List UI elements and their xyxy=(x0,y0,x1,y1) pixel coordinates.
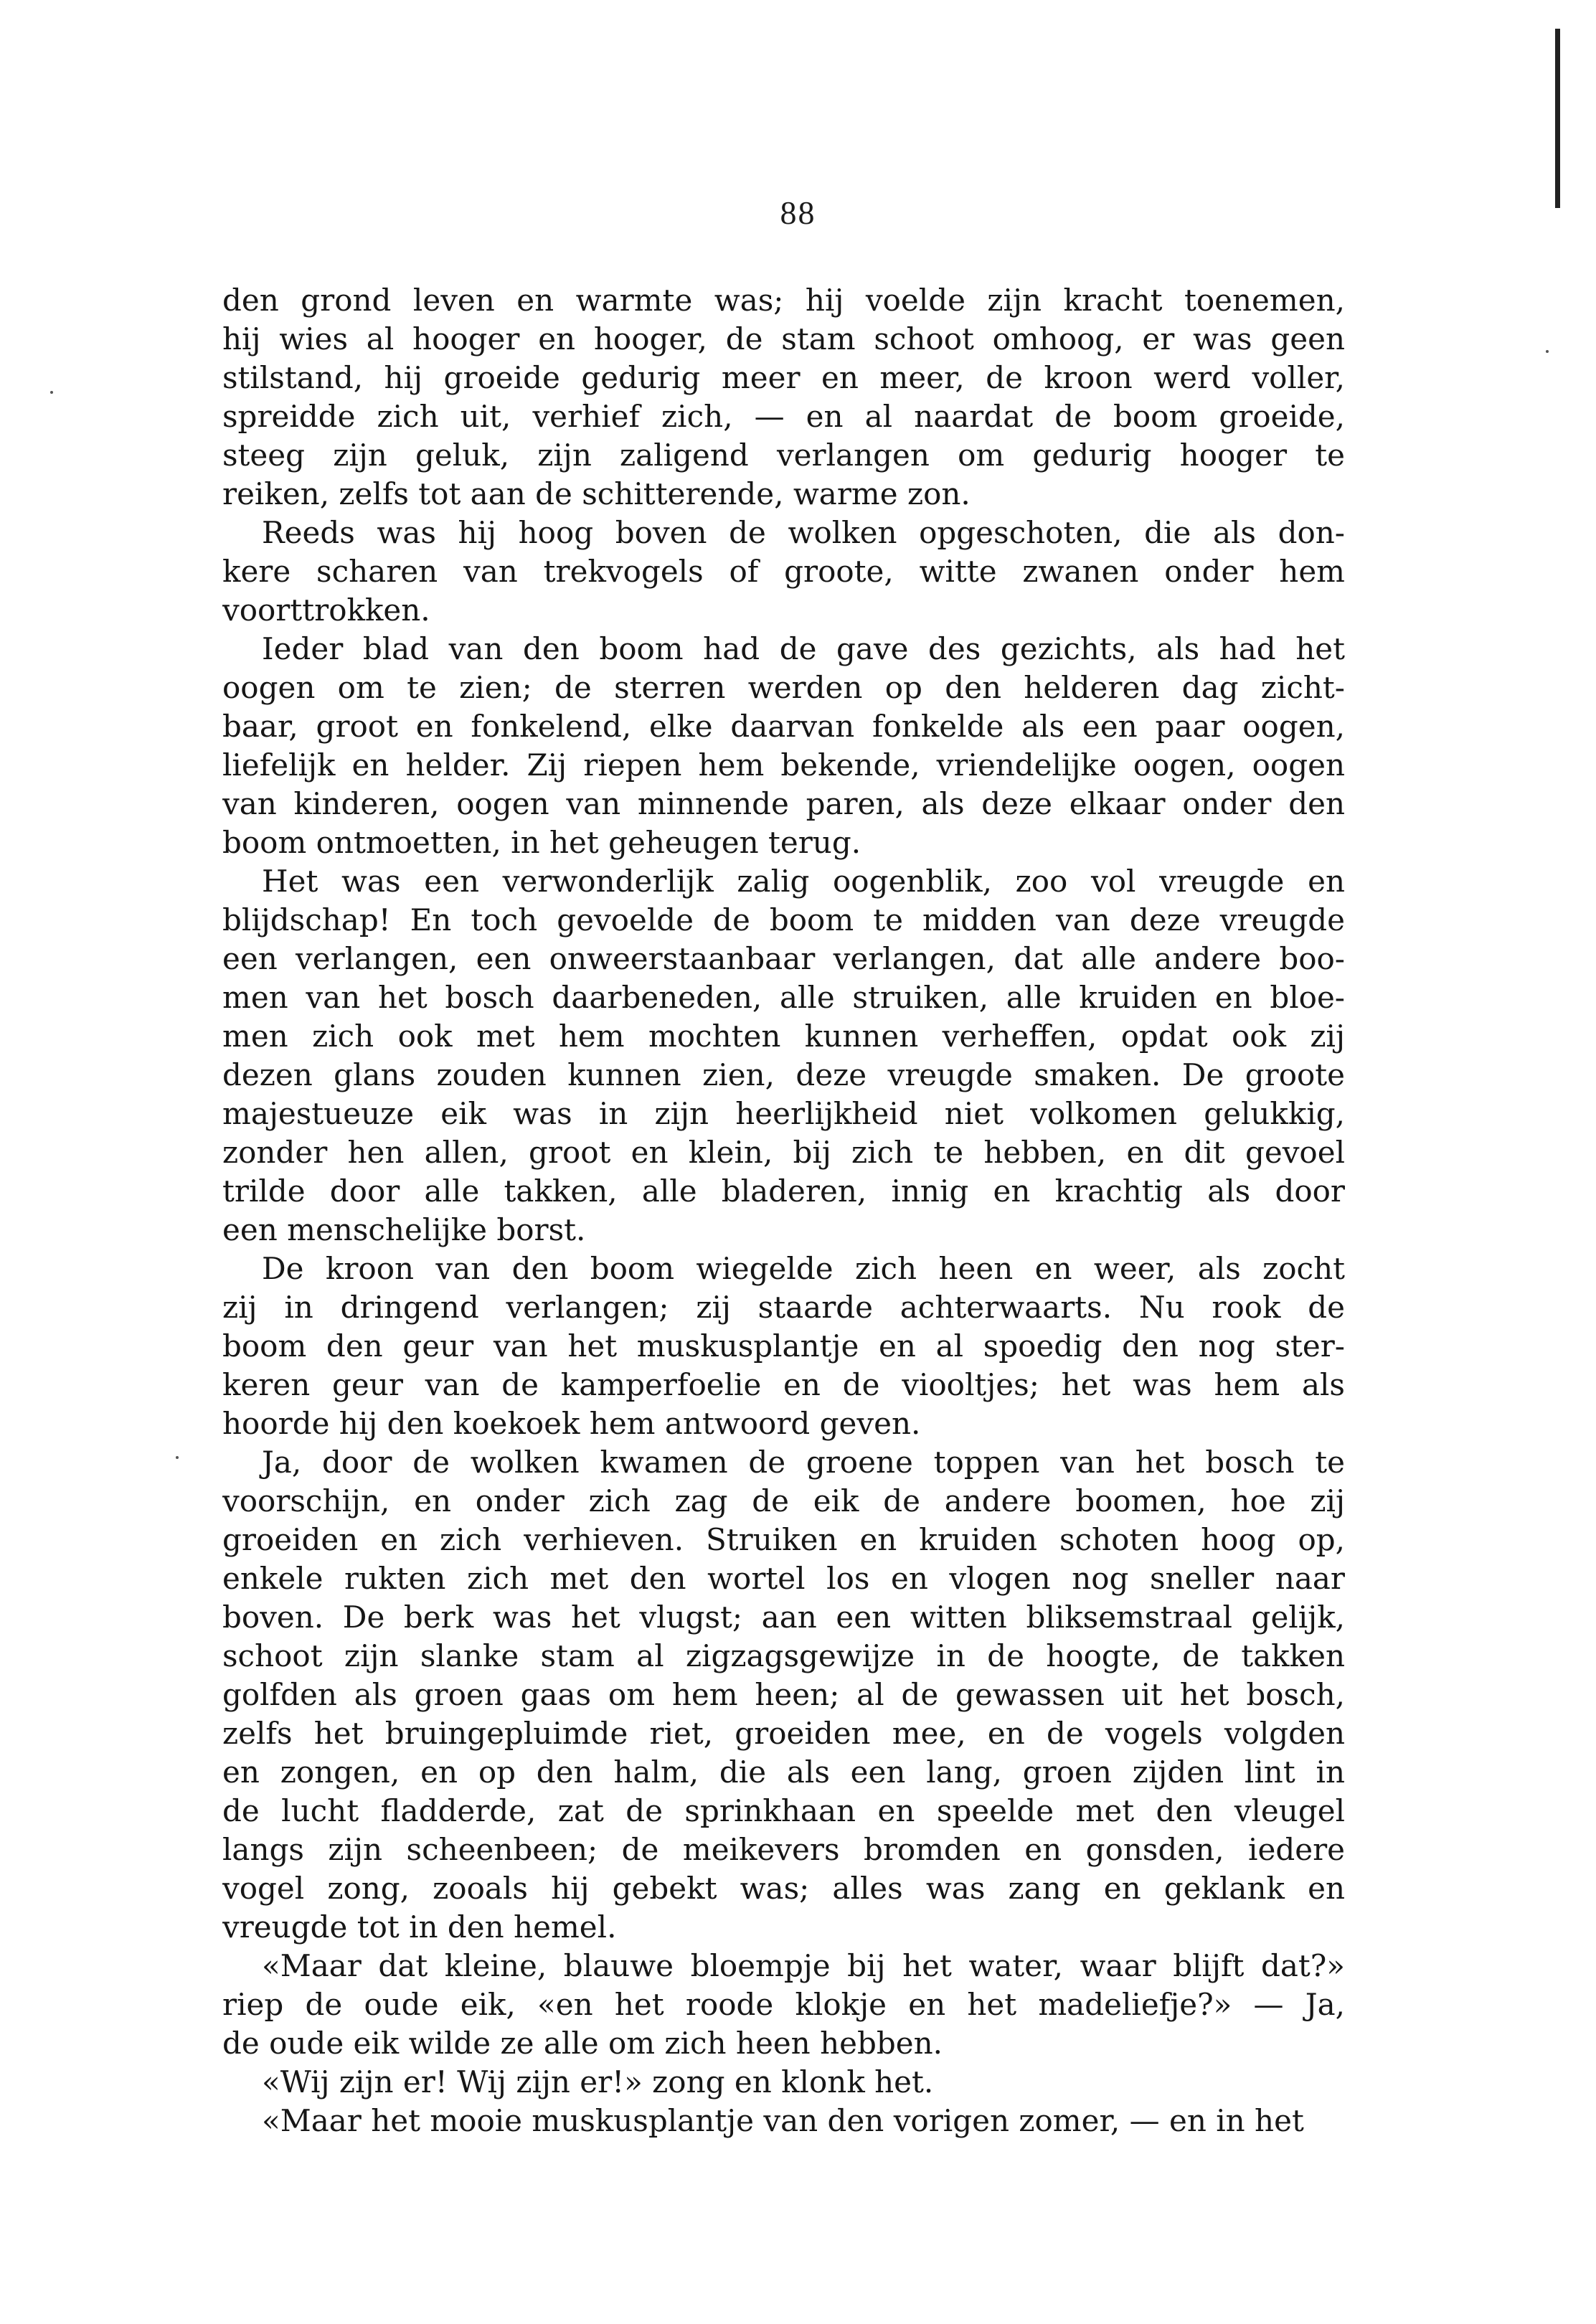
text-line: boven. De berk was het vlugst; aan een witten bliksemstraal gelijk, xyxy=(222,1600,1345,1635)
text-line: keren geur van de kamperfoelie en de viooltjes; het was hem als xyxy=(222,1367,1345,1402)
text-line: den grond leven en warmte was; hij voelde zijn kracht toenemen, xyxy=(222,283,1345,318)
text-line: een menschelijke borst. xyxy=(222,1212,586,1247)
text-line: boom ontmoetten, in het geheugen terug. xyxy=(222,825,861,860)
text-line: spreidde zich uit, verhief zich, — en al naardat de boom groeide, xyxy=(222,399,1345,434)
text-line: Ja, door de wolken kwamen de groene toppen van het bosch te xyxy=(262,1445,1345,1480)
text-line: zelfs het bruingepluimde riet, groeiden mee, en de vogels volgden xyxy=(222,1716,1345,1751)
text-line: vogel zong, zooals hij gebekt was; alles was zang en geklank en xyxy=(222,1871,1345,1906)
text-line: stilstand, hij groeide gedurig meer en meer, de kroon werd voller, xyxy=(222,360,1345,395)
text-line: een verlangen, een onweerstaanbaar verlangen, dat alle andere boo- xyxy=(222,941,1345,976)
text-line: groeiden en zich verhieven. Struiken en kruiden schoten hoog op, xyxy=(222,1522,1345,1557)
paragraph xyxy=(222,1443,1345,1947)
text-line: trilde door alle takken, alle bladeren, innig en krachtig als door xyxy=(222,1173,1345,1209)
text-line: Het was een verwonderlijk zalig oogenblik, zoo vol vreugde en xyxy=(262,864,1345,899)
text-line: kere scharen van trekvogels of groote, witte zwanen onder hem xyxy=(222,554,1345,589)
page-number: 88 xyxy=(780,194,816,231)
text-line: steeg zijn geluk, zijn zaligend verlangen om gedurig hooger te xyxy=(222,438,1345,473)
text-line: golfden als groen gaas om hem heen; al de gewassen uit het bosch, xyxy=(222,1677,1345,1712)
text-line: voorschijn, en onder zich zag de eik de andere boomen, hoe zij xyxy=(222,1483,1345,1518)
text-line: majestueuze eik was in zijn heerlijkheid niet volkomen gelukkig, xyxy=(222,1096,1345,1131)
text-line: langs zijn scheenbeen; de meikevers bromden en gonsden, iedere xyxy=(222,1832,1345,1867)
paragraph xyxy=(222,281,1345,514)
text-line: «Maar dat kleine, blauwe bloempje bij het water, waar blijft dat?» xyxy=(262,1948,1345,1983)
paragraph xyxy=(222,2102,1345,2140)
text-line: boom den geur van het muskusplantje en al spoedig den nog ster- xyxy=(222,1328,1345,1364)
text-line: «Maar het mooie muskusplantje van den vorigen zomer, — en in het xyxy=(262,2103,1304,2138)
text-line: baar, groot en fonkelend, elke daarvan fonkelde als een paar oogen, xyxy=(222,709,1345,744)
text-line: men zich ook met hem mochten kunnen verheffen, opdat ook zij xyxy=(222,1019,1345,1054)
text-line: voorttrokken. xyxy=(222,592,430,628)
text-line: riep de oude eik, «en het roode klokje en het madeliefje?» — Ja, xyxy=(222,1987,1345,2022)
paragraph xyxy=(222,862,1345,1250)
print-speck xyxy=(50,391,53,394)
text-line: de oude eik wilde ze alle om zich heen hebben. xyxy=(222,2026,943,2061)
paragraph xyxy=(222,630,1345,862)
paragraph xyxy=(222,1250,1345,1443)
text-line: van kinderen, oogen van minnende paren, als deze elkaar onder den xyxy=(222,786,1345,821)
text-line: enkele rukten zich met den wortel los en vlogen nog sneller naar xyxy=(222,1561,1345,1596)
paragraph xyxy=(222,2063,1345,2102)
text-line: Reeds was hij hoog boven de wolken opgeschoten, die als don- xyxy=(262,515,1345,550)
text-line: «Wij zijn er! Wij zijn er!» zong en klonk het. xyxy=(262,2064,934,2099)
text-line: zonder hen allen, groot en klein, bij zich te hebben, en dit gevoel xyxy=(222,1135,1345,1170)
text-line: dezen glans zouden kunnen zien, deze vreugde smaken. De groote xyxy=(222,1057,1345,1092)
text-line: vreugde tot in den hemel. xyxy=(222,1909,617,1945)
text-line: zij in dringend verlangen; zij staarde achterwaarts. Nu rook de xyxy=(222,1290,1345,1325)
text-line: en zongen, en op den halm, die als een lang, groen zijden lint in xyxy=(222,1754,1345,1790)
text-line: liefelijk en helder. Zij riepen hem bekende, vriendelijke oogen, oogen xyxy=(222,747,1345,783)
text-line: schoot zijn slanke stam al zigzagsgewijze in de hoogte, de takken xyxy=(222,1638,1345,1673)
body-text xyxy=(222,281,1345,2140)
text-line: men van het bosch daarbeneden, alle struiken, alle kruiden en bloe- xyxy=(222,980,1345,1015)
text-line: De kroon van den boom wiegelde zich heen en weer, als zocht xyxy=(262,1251,1345,1286)
binding-edge-mark-faint xyxy=(1557,57,1559,151)
print-speck xyxy=(176,1456,179,1459)
print-speck xyxy=(1546,350,1549,353)
text-line: oogen om te zien; de sterren werden op den helderen dag zicht- xyxy=(222,670,1345,705)
text-line: hoorde hij den koekoek hem antwoord geven. xyxy=(222,1406,921,1441)
text-line: hij wies al hooger en hooger, de stam schoot omhoog, er was geen xyxy=(222,321,1345,356)
text-line: blijdschap! En toch gevoelde de boom te midden van deze vreugde xyxy=(222,902,1345,937)
paragraph xyxy=(222,514,1345,630)
text-line: de lucht fladderde, zat de sprinkhaan en speelde met den vleugel xyxy=(222,1793,1345,1828)
text-line: Ieder blad van den boom had de gave des gezichts, als had het xyxy=(262,631,1345,666)
paragraph xyxy=(222,1947,1345,2063)
text-line: reiken, zelfs tot aan de schitterende, warme zon. xyxy=(222,476,971,511)
